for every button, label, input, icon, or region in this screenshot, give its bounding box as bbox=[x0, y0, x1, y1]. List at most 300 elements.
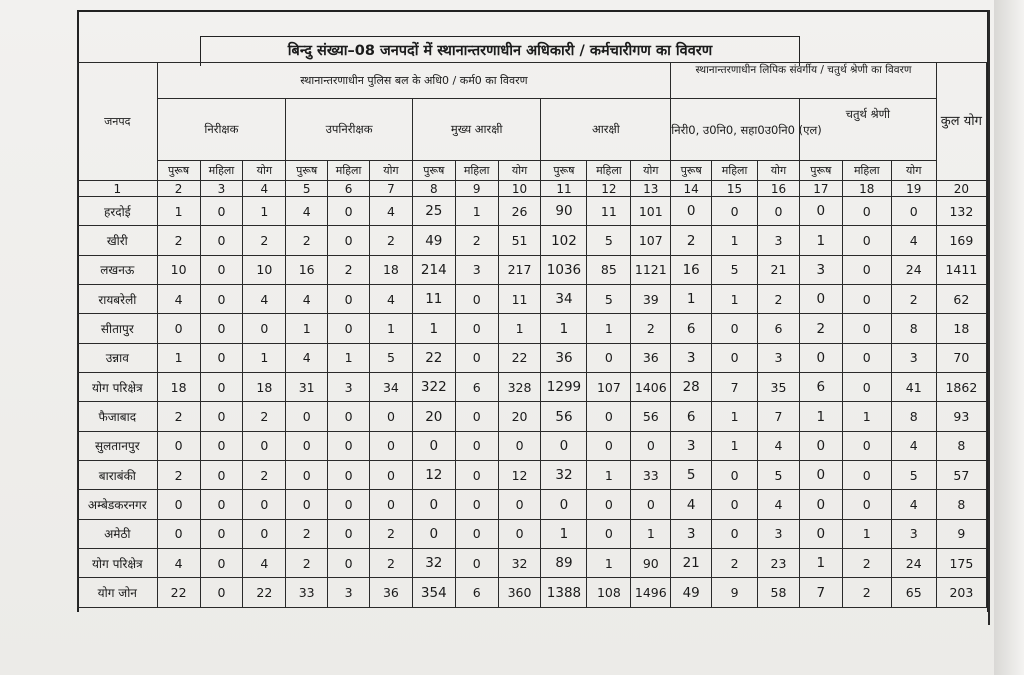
column-number: 16 bbox=[758, 181, 800, 197]
table-cell: 322 bbox=[412, 373, 455, 402]
table-cell: 0 bbox=[799, 431, 842, 460]
table-cell: 2 bbox=[799, 314, 842, 343]
table-row bbox=[78, 519, 987, 548]
table-cell: 0 bbox=[157, 490, 200, 519]
table-cell: 0 bbox=[200, 285, 243, 314]
table-cell: 4 bbox=[369, 285, 412, 314]
subheader-female: महिला bbox=[842, 161, 891, 181]
table-cell: 0 bbox=[328, 431, 370, 460]
table-cell: 3 bbox=[758, 343, 800, 372]
table-cell: 0 bbox=[243, 431, 286, 460]
table-cell: 0 bbox=[842, 255, 891, 284]
table-cell: 10 bbox=[243, 255, 286, 284]
table-cell: 24 bbox=[891, 549, 936, 578]
table-cell: 0 bbox=[799, 343, 842, 372]
table-row bbox=[78, 402, 987, 431]
table-cell: 20 bbox=[412, 402, 455, 431]
column-number: 12 bbox=[587, 181, 631, 197]
table-cell: 56 bbox=[541, 402, 587, 431]
table-cell: 24 bbox=[891, 255, 936, 284]
subheader-female: महिला bbox=[455, 161, 498, 181]
table-cell: 1 bbox=[157, 343, 200, 372]
table-cell: 11 bbox=[412, 285, 455, 314]
table-cell: 101 bbox=[631, 197, 671, 226]
table-cell: 0 bbox=[455, 461, 498, 490]
table-cell: 3 bbox=[671, 431, 712, 460]
table-cell: 3 bbox=[758, 226, 800, 255]
column-number: 18 bbox=[842, 181, 891, 197]
table-row bbox=[78, 226, 987, 255]
table-cell: 93 bbox=[936, 402, 986, 431]
table-cell: 0 bbox=[842, 490, 891, 519]
table-cell: 0 bbox=[587, 490, 631, 519]
table-cell: 0 bbox=[157, 519, 200, 548]
subheader-sum: योग bbox=[631, 161, 671, 181]
clerk-group-header: स्थानान्तरणाधीन लिपिक संवर्गीय / चतुर्थ श्रेणी का विवरण bbox=[671, 63, 937, 99]
table-cell: 9 bbox=[936, 519, 986, 548]
document-title: बिन्दु संख्या–08 जनपदों में स्थानान्तरणाधीन अधिकारी / कर्मचारीगण का विवरण bbox=[200, 36, 800, 66]
table-cell: 1 bbox=[587, 549, 631, 578]
table-cell: 360 bbox=[498, 578, 541, 608]
table-cell: 0 bbox=[286, 402, 328, 431]
table-cell: 0 bbox=[842, 373, 891, 402]
table-cell: 2 bbox=[243, 461, 286, 490]
table-cell: 35 bbox=[758, 373, 800, 402]
table-cell: 1 bbox=[541, 519, 587, 548]
table-cell: 217 bbox=[498, 255, 541, 284]
column-number: 11 bbox=[541, 181, 587, 197]
table-row bbox=[78, 461, 987, 490]
table-cell: 25 bbox=[412, 197, 455, 226]
table-cell: 1 bbox=[712, 431, 758, 460]
table-cell: 22 bbox=[412, 343, 455, 372]
table-cell: 2 bbox=[671, 226, 712, 255]
table-cell: 2 bbox=[243, 226, 286, 255]
subheader-sum: योग bbox=[369, 161, 412, 181]
table-cell: 1862 bbox=[936, 373, 986, 402]
column-number: 8 bbox=[412, 181, 455, 197]
table-cell: 0 bbox=[200, 578, 243, 608]
table-cell: 2 bbox=[369, 549, 412, 578]
subheader-male: पुरूष bbox=[412, 161, 455, 181]
table-cell: 0 bbox=[498, 519, 541, 548]
table-cell: 0 bbox=[842, 285, 891, 314]
table-row bbox=[78, 314, 987, 343]
table-cell: 0 bbox=[799, 285, 842, 314]
table-cell: 33 bbox=[631, 461, 671, 490]
table-cell: 2 bbox=[369, 226, 412, 255]
subheader-sum: योग bbox=[243, 161, 286, 181]
table-cell: 0 bbox=[455, 402, 498, 431]
table-cell: 0 bbox=[455, 431, 498, 460]
table-cell: 0 bbox=[455, 314, 498, 343]
table-cell: 62 bbox=[936, 285, 986, 314]
table-cell: 3 bbox=[328, 578, 370, 608]
table-cell: 6 bbox=[455, 578, 498, 608]
table-cell: 0 bbox=[799, 519, 842, 548]
table-cell: 0 bbox=[200, 431, 243, 460]
table-cell: 1 bbox=[286, 314, 328, 343]
table-cell: 6 bbox=[671, 402, 712, 431]
table-cell: 11 bbox=[587, 197, 631, 226]
district-name: रायबरेली bbox=[78, 285, 158, 314]
table-cell: 1 bbox=[243, 197, 286, 226]
table-cell: 0 bbox=[243, 314, 286, 343]
table-cell: 2 bbox=[842, 578, 891, 608]
table-cell: 0 bbox=[842, 343, 891, 372]
table-cell: 1 bbox=[328, 343, 370, 372]
table-cell: 354 bbox=[412, 578, 455, 608]
column-number: 1 bbox=[78, 181, 158, 197]
table-cell: 4 bbox=[891, 490, 936, 519]
table-cell: 1 bbox=[587, 314, 631, 343]
subheader-female: महिला bbox=[200, 161, 243, 181]
table-cell: 5 bbox=[671, 461, 712, 490]
table-cell: 0 bbox=[157, 431, 200, 460]
column-number: 3 bbox=[200, 181, 243, 197]
table-cell: 169 bbox=[936, 226, 986, 255]
table-cell: 107 bbox=[587, 373, 631, 402]
fourth-class-header: चतुर्थ श्रेणी bbox=[799, 99, 936, 161]
table-cell: 1 bbox=[541, 314, 587, 343]
table-cell: 3 bbox=[758, 519, 800, 548]
table-cell: 0 bbox=[712, 343, 758, 372]
table-cell: 0 bbox=[712, 490, 758, 519]
table-cell: 18 bbox=[243, 373, 286, 402]
table-cell: 0 bbox=[541, 490, 587, 519]
table-cell: 2 bbox=[286, 549, 328, 578]
table-cell: 0 bbox=[412, 490, 455, 519]
table-cell: 22 bbox=[498, 343, 541, 372]
table-cell: 4 bbox=[758, 490, 800, 519]
table-cell: 0 bbox=[200, 226, 243, 255]
column-number: 13 bbox=[631, 181, 671, 197]
table-cell: 33 bbox=[286, 578, 328, 608]
district-name: सुलतानपुर bbox=[78, 431, 158, 460]
district-name: योग परिक्षेत्र bbox=[78, 549, 158, 578]
table-cell: 1496 bbox=[631, 578, 671, 608]
table-cell: 3 bbox=[799, 255, 842, 284]
table-cell: 22 bbox=[157, 578, 200, 608]
table-cell: 1299 bbox=[541, 373, 587, 402]
table-cell: 7 bbox=[758, 402, 800, 431]
table-cell: 0 bbox=[455, 519, 498, 548]
table-cell: 0 bbox=[412, 519, 455, 548]
table-cell: 0 bbox=[891, 197, 936, 226]
table-cell: 214 bbox=[412, 255, 455, 284]
column-number: 6 bbox=[328, 181, 370, 197]
table-cell: 0 bbox=[369, 490, 412, 519]
table-cell: 0 bbox=[498, 431, 541, 460]
table-row bbox=[78, 431, 987, 460]
table-cell: 0 bbox=[712, 461, 758, 490]
table-cell: 1 bbox=[712, 226, 758, 255]
table-cell: 2 bbox=[369, 519, 412, 548]
district-name: खीरी bbox=[78, 226, 158, 255]
table-cell: 1121 bbox=[631, 255, 671, 284]
page-edge-shadow bbox=[994, 0, 1024, 675]
table-cell: 0 bbox=[369, 402, 412, 431]
subheader-male: पुरूष bbox=[286, 161, 328, 181]
table-cell: 4 bbox=[243, 285, 286, 314]
subheader-male: पुरूष bbox=[157, 161, 200, 181]
column-number: 9 bbox=[455, 181, 498, 197]
table-cell: 65 bbox=[891, 578, 936, 608]
table-cell: 0 bbox=[243, 519, 286, 548]
table-cell: 4 bbox=[369, 197, 412, 226]
table-cell: 0 bbox=[369, 431, 412, 460]
table-row bbox=[78, 285, 987, 314]
table-cell: 5 bbox=[712, 255, 758, 284]
table-cell: 2 bbox=[286, 226, 328, 255]
table-cell: 4 bbox=[243, 549, 286, 578]
police-group-header: स्थानान्तरणाधीन पुलिस बल के अधि0 / कर्म0 का विवरण bbox=[157, 63, 671, 99]
table-cell: 7 bbox=[799, 578, 842, 608]
table-cell: 49 bbox=[671, 578, 712, 608]
table-cell: 12 bbox=[498, 461, 541, 490]
table-cell: 0 bbox=[758, 197, 800, 226]
column-number: 19 bbox=[891, 181, 936, 197]
table-cell: 1 bbox=[498, 314, 541, 343]
table-cell: 2 bbox=[891, 285, 936, 314]
table-cell: 0 bbox=[200, 402, 243, 431]
table-cell: 1 bbox=[412, 314, 455, 343]
table-cell: 8 bbox=[936, 490, 986, 519]
table-cell: 1 bbox=[799, 402, 842, 431]
table-cell: 32 bbox=[541, 461, 587, 490]
table-cell: 0 bbox=[412, 431, 455, 460]
table-cell: 2 bbox=[712, 549, 758, 578]
table-cell: 0 bbox=[328, 549, 370, 578]
table-cell: 70 bbox=[936, 343, 986, 372]
subheader-sum: योग bbox=[498, 161, 541, 181]
table-cell: 5 bbox=[891, 461, 936, 490]
table-cell: 0 bbox=[842, 314, 891, 343]
sub-inspector-header: उपनिरीक्षक bbox=[286, 99, 413, 161]
table-cell: 0 bbox=[200, 549, 243, 578]
table-cell: 32 bbox=[412, 549, 455, 578]
table-cell: 0 bbox=[328, 490, 370, 519]
table-cell: 36 bbox=[541, 343, 587, 372]
table-cell: 3 bbox=[891, 343, 936, 372]
table-cell: 2 bbox=[157, 226, 200, 255]
table-cell: 90 bbox=[631, 549, 671, 578]
table-cell: 0 bbox=[328, 402, 370, 431]
table-cell: 18 bbox=[936, 314, 986, 343]
column-number: 10 bbox=[498, 181, 541, 197]
table-cell: 89 bbox=[541, 549, 587, 578]
column-number: 5 bbox=[286, 181, 328, 197]
table-cell: 8 bbox=[891, 314, 936, 343]
table-cell: 0 bbox=[799, 197, 842, 226]
table-cell: 36 bbox=[631, 343, 671, 372]
table-cell: 34 bbox=[541, 285, 587, 314]
table-cell: 57 bbox=[936, 461, 986, 490]
subheader-sum: योग bbox=[758, 161, 800, 181]
table-cell: 2 bbox=[328, 255, 370, 284]
table-cell: 11 bbox=[498, 285, 541, 314]
subheader-female: महिला bbox=[587, 161, 631, 181]
table-cell: 1 bbox=[369, 314, 412, 343]
table-cell: 0 bbox=[286, 490, 328, 519]
table-cell: 5 bbox=[587, 226, 631, 255]
district-name: अम्बेडकरनगर bbox=[78, 490, 158, 519]
table-cell: 4 bbox=[671, 490, 712, 519]
table-cell: 0 bbox=[328, 197, 370, 226]
district-name: उन्नाव bbox=[78, 343, 158, 372]
table-cell: 0 bbox=[587, 519, 631, 548]
table-cell: 85 bbox=[587, 255, 631, 284]
table-cell: 2 bbox=[243, 402, 286, 431]
table-cell: 3 bbox=[671, 519, 712, 548]
table-cell: 1 bbox=[243, 343, 286, 372]
table-cell: 7 bbox=[712, 373, 758, 402]
total-header: कुल योग bbox=[936, 63, 986, 181]
table-cell: 56 bbox=[631, 402, 671, 431]
table-cell: 4 bbox=[286, 285, 328, 314]
table-cell: 0 bbox=[200, 255, 243, 284]
table-cell: 1 bbox=[631, 519, 671, 548]
table-cell: 0 bbox=[455, 343, 498, 372]
district-name: हरदोई bbox=[78, 197, 158, 226]
table-cell: 0 bbox=[328, 314, 370, 343]
table-cell: 1 bbox=[799, 226, 842, 255]
table-row bbox=[78, 343, 987, 372]
table-cell: 4 bbox=[157, 285, 200, 314]
table-cell: 0 bbox=[455, 549, 498, 578]
table-cell: 21 bbox=[671, 549, 712, 578]
column-number: 7 bbox=[369, 181, 412, 197]
table-cell: 2 bbox=[631, 314, 671, 343]
table-cell: 21 bbox=[758, 255, 800, 284]
district-name: बाराबंकी bbox=[78, 461, 158, 490]
table-cell: 51 bbox=[498, 226, 541, 255]
table-row bbox=[78, 578, 987, 608]
table-cell: 8 bbox=[936, 431, 986, 460]
table-cell: 1 bbox=[842, 519, 891, 548]
district-name: फैजाबाद bbox=[78, 402, 158, 431]
table-cell: 1 bbox=[455, 197, 498, 226]
table-cell: 0 bbox=[157, 314, 200, 343]
table-cell: 0 bbox=[200, 197, 243, 226]
table-cell: 6 bbox=[758, 314, 800, 343]
table-cell: 0 bbox=[842, 197, 891, 226]
table-cell: 107 bbox=[631, 226, 671, 255]
table-cell: 16 bbox=[671, 255, 712, 284]
table-cell: 1 bbox=[842, 402, 891, 431]
table-cell: 36 bbox=[369, 578, 412, 608]
table-cell: 0 bbox=[455, 285, 498, 314]
table-cell: 41 bbox=[891, 373, 936, 402]
district-header: जनपद bbox=[78, 63, 158, 181]
table-cell: 31 bbox=[286, 373, 328, 402]
table-row bbox=[78, 255, 987, 284]
column-number: 4 bbox=[243, 181, 286, 197]
column-number: 15 bbox=[712, 181, 758, 197]
table-cell: 0 bbox=[286, 431, 328, 460]
table-cell: 0 bbox=[799, 461, 842, 490]
right-border bbox=[988, 10, 990, 625]
table-cell: 4 bbox=[891, 431, 936, 460]
table-cell: 1036 bbox=[541, 255, 587, 284]
table-cell: 26 bbox=[498, 197, 541, 226]
table-cell: 6 bbox=[671, 314, 712, 343]
table-cell: 1 bbox=[587, 461, 631, 490]
table-cell: 0 bbox=[587, 431, 631, 460]
subheader-female: महिला bbox=[328, 161, 370, 181]
table-cell: 1 bbox=[712, 285, 758, 314]
table-cell: 0 bbox=[842, 226, 891, 255]
table-cell: 328 bbox=[498, 373, 541, 402]
table-cell: 3 bbox=[891, 519, 936, 548]
table-cell: 0 bbox=[369, 461, 412, 490]
subheader-male: पुरूष bbox=[799, 161, 842, 181]
table-cell: 6 bbox=[799, 373, 842, 402]
table-row bbox=[78, 549, 987, 578]
table-cell: 0 bbox=[842, 431, 891, 460]
table-cell: 1 bbox=[157, 197, 200, 226]
table-cell: 0 bbox=[243, 490, 286, 519]
table-cell: 203 bbox=[936, 578, 986, 608]
table-cell: 0 bbox=[587, 402, 631, 431]
table-cell: 2 bbox=[758, 285, 800, 314]
transfer-table bbox=[77, 62, 987, 608]
table-cell: 6 bbox=[455, 373, 498, 402]
head-constable-header: मुख्य आरक्षी bbox=[412, 99, 541, 161]
table-cell: 2 bbox=[842, 549, 891, 578]
table-cell: 0 bbox=[200, 314, 243, 343]
column-number: 14 bbox=[671, 181, 712, 197]
district-name: योग परिक्षेत्र bbox=[78, 373, 158, 402]
column-number: 17 bbox=[799, 181, 842, 197]
table-cell: 0 bbox=[631, 431, 671, 460]
table-cell: 5 bbox=[758, 461, 800, 490]
table-cell: 0 bbox=[799, 490, 842, 519]
table-cell: 2 bbox=[286, 519, 328, 548]
table-cell: 4 bbox=[891, 226, 936, 255]
table-cell: 58 bbox=[758, 578, 800, 608]
table-cell: 16 bbox=[286, 255, 328, 284]
table-cell: 0 bbox=[842, 461, 891, 490]
table-cell: 2 bbox=[157, 402, 200, 431]
table-cell: 0 bbox=[200, 343, 243, 372]
table-cell: 4 bbox=[286, 343, 328, 372]
table-cell: 0 bbox=[587, 343, 631, 372]
table-row bbox=[78, 490, 987, 519]
table-cell: 0 bbox=[200, 373, 243, 402]
district-name: योग जोन bbox=[78, 578, 158, 608]
table-cell: 108 bbox=[587, 578, 631, 608]
table-cell: 1388 bbox=[541, 578, 587, 608]
table-cell: 20 bbox=[498, 402, 541, 431]
table-cell: 2 bbox=[455, 226, 498, 255]
table-cell: 28 bbox=[671, 373, 712, 402]
table-cell: 18 bbox=[369, 255, 412, 284]
table-cell: 0 bbox=[671, 197, 712, 226]
subheader-sum: योग bbox=[891, 161, 936, 181]
table-cell: 0 bbox=[200, 461, 243, 490]
table-cell: 0 bbox=[328, 285, 370, 314]
table-cell: 0 bbox=[712, 197, 758, 226]
table-cell: 8 bbox=[891, 402, 936, 431]
table-row bbox=[78, 373, 987, 402]
table-cell: 34 bbox=[369, 373, 412, 402]
constable-header: आरक्षी bbox=[541, 99, 671, 161]
inspector-header: निरीक्षक bbox=[157, 99, 286, 161]
subheader-male: पुरूष bbox=[671, 161, 712, 181]
table-cell: 0 bbox=[455, 490, 498, 519]
table-cell: 0 bbox=[541, 431, 587, 460]
